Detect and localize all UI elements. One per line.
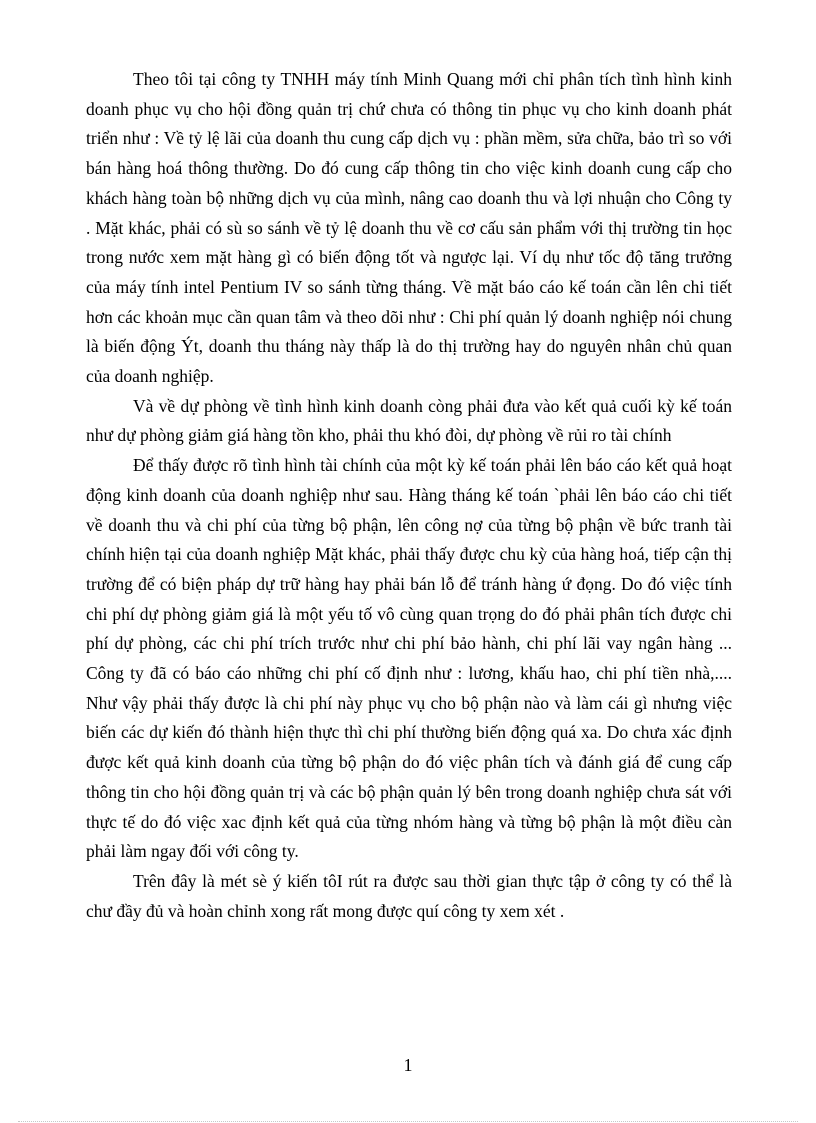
paragraph-1: Theo tôi tại công ty TNHH máy tính Minh Quang mới chỉ phân tích tình hình kinh doanh phục vụ cho hội đồng quản trị chứ chưa có thông tin phục vụ cho kinh doanh phát triển như : Về tỷ lệ lãi của doanh thu cung cấp dịch vụ : phần mềm, sửa chữa, bảo trì so với bán hàng hoá thông thường. Do đó cung cấp thông tin cho việc kinh doanh cung cấp cho khách hàng toàn bộ những dịch vụ của mình, nâng cao doanh thu và lợi nhuận cho Công ty . Mặt khác, phải có sù so sánh về tỷ lệ doanh thu về cơ cấu sản phẩm với thị trường tin học trong nước xem mặt hàng gì có biến động tốt và ngược lại. Ví dụ như tốc độ tăng trưởng của máy tính intel Pentium IV so sánh từng tháng. Về mặt báo cáo kế toán cần lên chi tiết hơn các khoản mục cần quan tâm và theo dõi như : Chi phí quản lý doanh nghiệp nói chung là biến động Ýt, doanh thu tháng này thấp là do thị trường hay do nguyên nhân chủ quan của doanh nghiệp. [86,69,732,387]
page-number: 1 [403,1055,413,1075]
page-break-line [18,1121,798,1122]
paragraph-2: Và về dự phòng về tình hình kinh doanh còng phải đưa vào kết quả cuối kỳ kế toán như dự phòng giảm giá hàng tồn kho, phải thu khó đòi, dự phòng về rủi ro tài chính [86,395,732,446]
body-text [86,65,732,926]
paragraph-3: Để thấy được rõ tình hình tài chính của một kỳ kế toán phải lên báo cáo kết quả hoạt động kinh doanh của doanh nghiệp như sau. Hàng tháng kế toán `phải lên báo cáo chi tiết về doanh thu và chi phí của từng bộ phận, lên công nợ của từng bộ phận về bức tranh tài chính hiện tại của doanh nghiệp Mặt khác, phải thấy được chu kỳ của hàng hoá, tiếp cận thị trường để có biện pháp dự trữ hàng hay phải bán lỗ để tránh hàng ứ đọng. Do đó việc tính chi phí dự phòng giảm giá là một yếu tố vô cùng quan trọng do đó phải phân tích được chi phí dự phòng, các chi phí trích trước như chi phí bảo hành, chi phí lãi vay ngân hàng ... Công ty đã có báo cáo những chi phí cố định như : lương, khấu hao, chi phí tiền nhà,.... Như vậy phải thấy được là chi phí này phục vụ cho bộ phận nào và làm cái gì nhưng việc biến các dự kiến đó thành hiện thực thì chi phí thường biến động quá xa. Do chưa xác định được kết quả kinh doanh của từng bộ phận do đó việc phân tích và đánh giá để cung cấp thông tin cho hội đồng quản trị và các bộ phận quản lý bên trong doanh nghiệp chưa sát với thực tế do đó việc xac định kết quả của từng nhóm hàng và từng bộ phận là một điều càn phải làm ngay đối với công ty. [86,455,732,862]
paragraph-4: Trên đây là mét sè ý kiến tôI rút ra được sau thời gian thực tập ở công ty có thể là chư đầy đủ và hoàn chỉnh xong rất mong được quí công ty xem xét . [86,870,732,921]
